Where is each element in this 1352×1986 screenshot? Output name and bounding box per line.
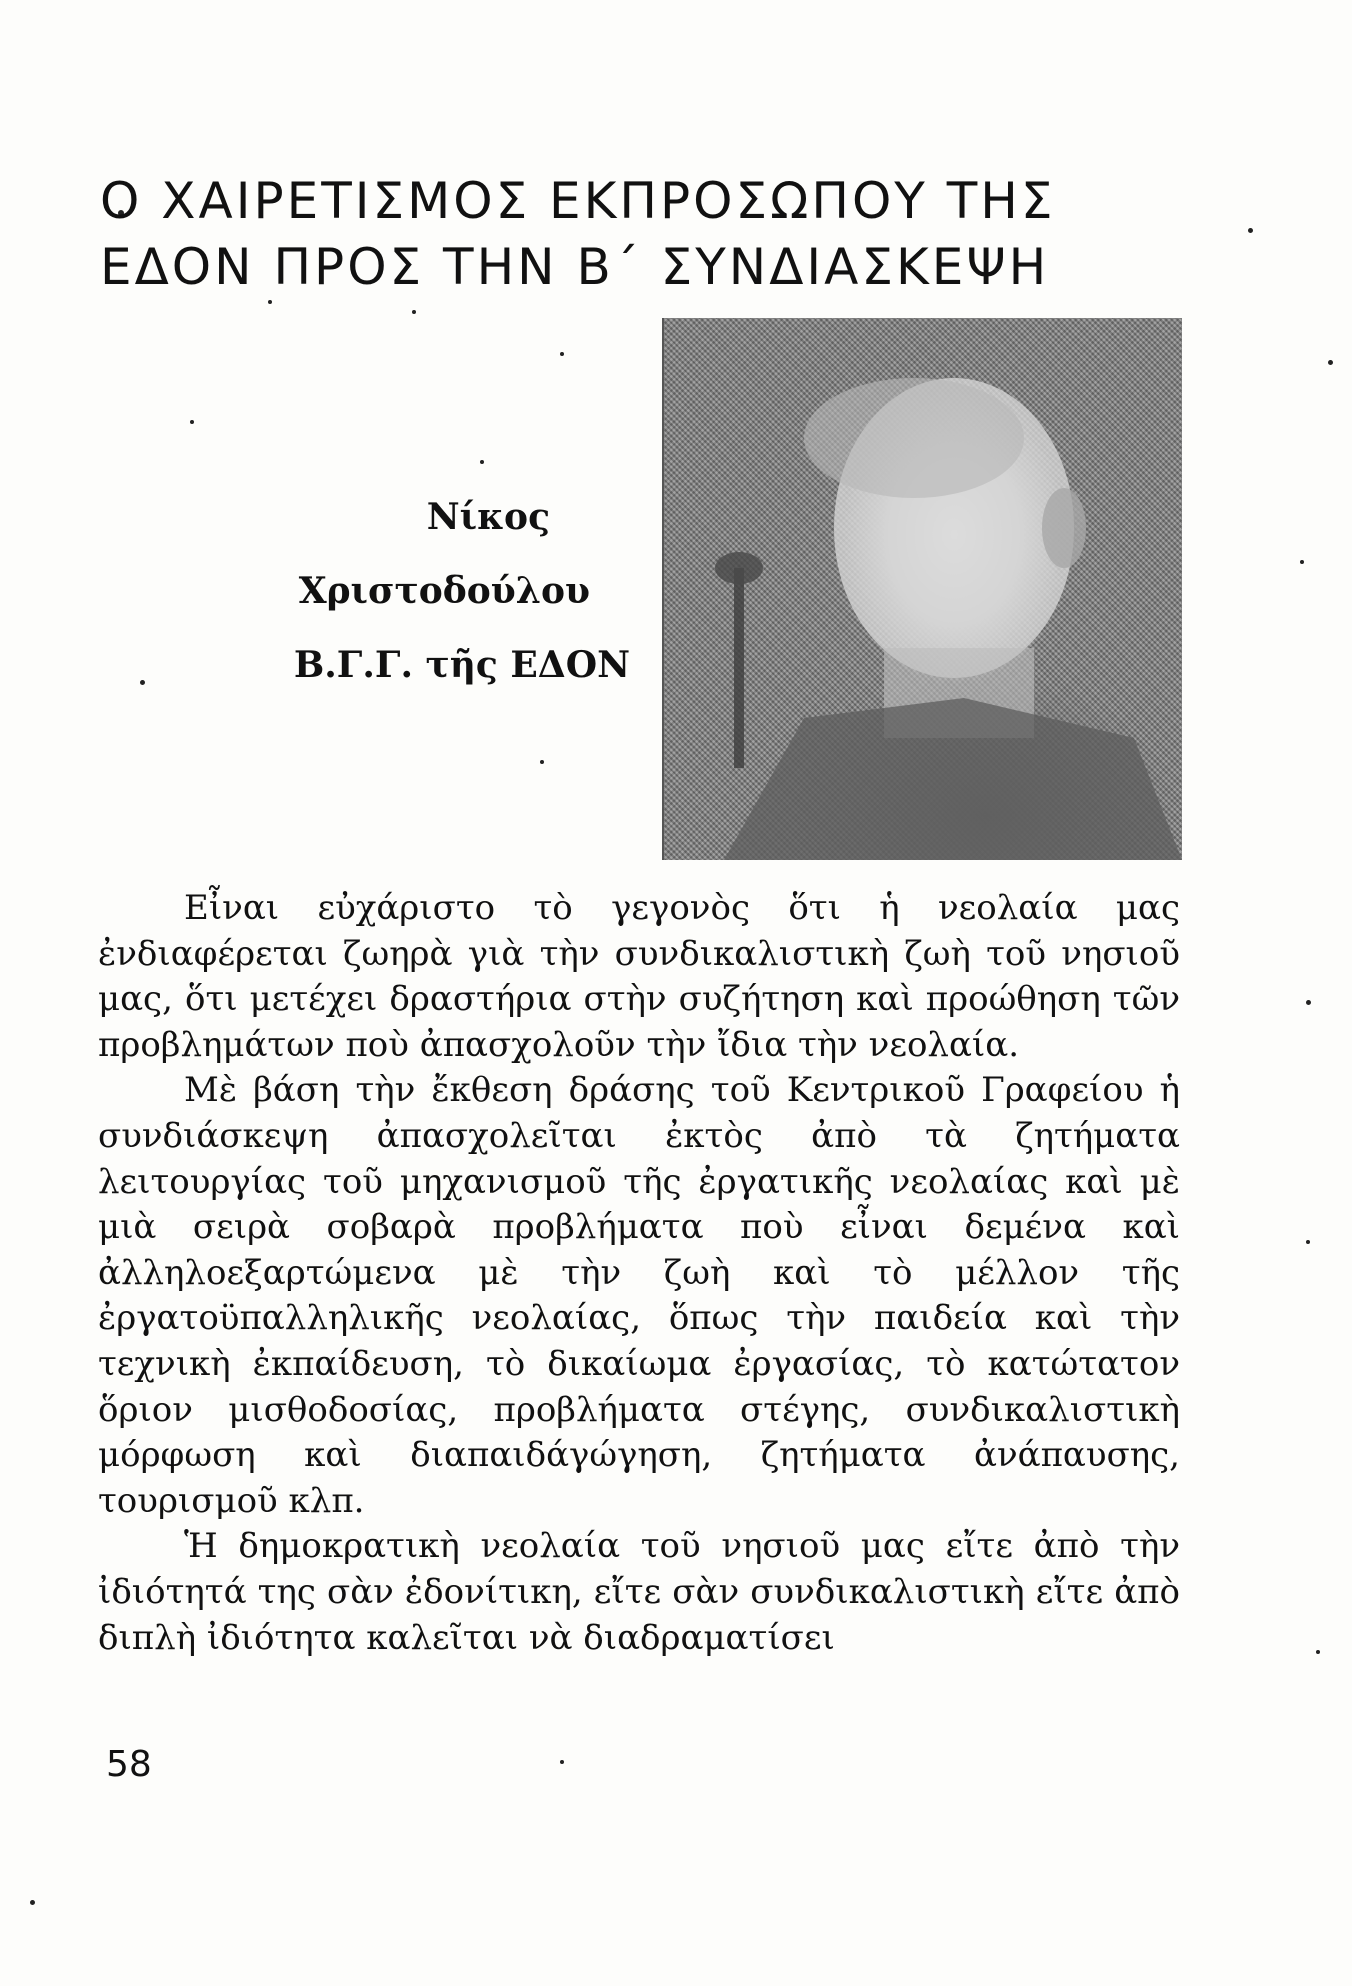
print-speck	[480, 460, 484, 464]
print-speck	[268, 300, 272, 304]
article-body	[98, 886, 1180, 1661]
caption-title: Β.Γ.Γ. τῆς ΕΔΟΝ	[293, 644, 630, 686]
caption-surname: Χριστοδούλου	[298, 570, 590, 612]
heading-line-1: Ο ΧΑΙΡΕΤΙΣΜΟΣ ΕΚΠΡΟΣΩΠΟΥ ΤΗΣ	[100, 172, 1056, 230]
print-speck	[412, 310, 416, 314]
print-speck	[1248, 228, 1253, 233]
print-speck	[560, 352, 564, 356]
print-speck	[190, 420, 194, 424]
print-speck	[1306, 1240, 1310, 1244]
print-speck	[1316, 1650, 1320, 1654]
caption-first-name: Νίκος	[426, 496, 550, 538]
portrait-figure	[664, 318, 1182, 860]
print-speck	[540, 760, 544, 764]
body-paragraph-3: Ἡ δημοκρατικὴ νεολαία τοῦ νησιοῦ μας εἴτε ἀπὸ τὴν ἰδιότητά της σὰν ἐδονίτικη, εἴτε σὰν συνδικαλιστικὴ εἴτε ἀπὸ διπλὴ ἰδιότητα καλεῖται νὰ διαδραματίσει	[98, 1526, 1180, 1658]
photo-caption	[110, 480, 630, 702]
body-paragraph-1: Εἶναι εὐχάριστο τὸ γεγονὸς ὅτι ἡ νεολαία μας ἐνδιαφέρεται ζωηρὰ γιὰ τὴν συνδικαλιστικὴ ζωὴ τοῦ νησιοῦ μας, ὅτι μετέχει δραστήρια στὴν συζήτηση καὶ προώθηση τῶν προβλημάτων ποὺ ἀπασχολοῦν τὴν ἴδια τὴν νεολαία.	[98, 888, 1180, 1065]
heading-line-2: ΕΔΟΝ ΠΡΟΣ ΤΗΝ Β΄ ΣΥΝΔΙΑΣΚΕΨΗ	[100, 238, 1050, 296]
print-speck	[560, 1760, 564, 1764]
print-speck	[1328, 360, 1333, 365]
portrait-photo	[662, 318, 1182, 860]
print-speck	[1306, 1000, 1311, 1005]
body-paragraph-2: Μὲ βάση τὴν ἔκθεση δράσης τοῦ Κεντρικοῦ Γραφείου ἡ συνδιάσκεψη ἀπασχολεῖται ἐκτὸς ἀπὸ τὰ ζητήματα λειτουργίας τοῦ μηχανισμοῦ τῆς ἐργατικῆς νεολαίας καὶ μὲ μιὰ σειρὰ σοβαρὰ προβλήματα ποὺ εἶναι δεμένα καὶ ἀλληλοεξαρτώμενα μὲ τὴν ζωὴ καὶ τὸ μέλλον τῆς ἐργατοϋπαλληλικῆς νεολαίας, ὅπως τὴν παιδεία καὶ τὴν τεχνικὴ ἐκπαίδευση, τὸ δικαίωμα ἐργασίας, τὸ κατώτατον ὅριον μισθοδοσίας, προβλήματα στέγης, συνδικαλιστικὴ μόρφωση καὶ διαπαιδάγώγηση, ζητήματα ἀνάπαυσης, τουρισμοῦ κλπ.	[98, 1070, 1180, 1521]
print-speck	[30, 1900, 35, 1905]
article-heading	[100, 168, 1220, 300]
print-speck	[1300, 560, 1304, 564]
page-number: 58	[106, 1744, 152, 1785]
